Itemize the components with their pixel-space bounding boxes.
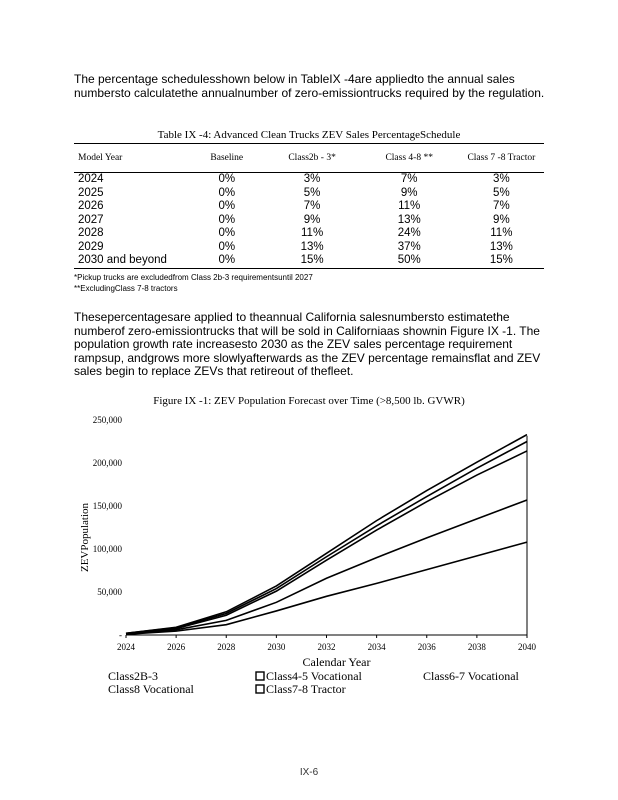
table-cell: 0% [218,186,236,199]
table-cell: 5% [303,186,321,199]
figure-caption: Figure IX -1: ZEV Population Forecast over Time (>8,500 lb. GVWR) [153,395,465,407]
table-cell: 50% [397,254,421,266]
x-tick-label: 2030 [267,642,286,652]
y-tick-label: - [119,630,122,640]
table-cell: 9% [400,186,418,199]
table-cell: 13% [397,213,421,226]
table-cell: 0% [218,213,236,226]
legend-label: Class4-5 Vocational [266,669,362,683]
table-note: **ExcludingClass 7-8 tractors [74,283,178,293]
table-row [74,227,544,241]
table-cell: 7% [493,200,510,212]
y-axis-label: ZEVPopulation [79,502,91,573]
table-cell: 0% [218,173,236,185]
table-cell: 15% [300,254,324,266]
table-cell: 7% [400,173,418,185]
body-paragraph: Thesepercentagesare applied to theannual California salesnumbersto estimatethe numberof zero-emissiontrucks that will be sold in Californiaas shownin Figure IX -1. The population growth rate increasesto 2030 as the ZEV sales percentage requirement rampsup, andgrows more slowlyafterwards as the ZEV percentage remainsflat and ZEV sales begin to replace ZEVs that retireout of thefleet. [74,310,541,378]
header-baseline: Baseline [210,153,244,163]
table-cell: 11% [490,227,513,239]
table-cell: 2030 and beyond [78,254,167,266]
x-tick-label: 2024 [117,642,135,652]
table-cell: 3% [303,173,321,185]
y-tick-label: 50,000 [97,587,122,597]
table-row [74,241,544,255]
legend-label: Class7-8 Tractor [266,682,346,696]
x-tick-label: 2036 [417,642,436,652]
table-row [74,173,544,187]
table-cell: 5% [493,186,510,199]
table-cell: 2026 [78,200,104,212]
table-notes [74,273,313,294]
table-row [74,214,544,228]
table-cell: 13% [300,240,324,253]
table-cell: 0% [218,240,236,253]
y-tick-label: 100,000 [92,544,122,554]
table-cell: 0% [218,254,236,266]
legend-label: Class8 Vocational [108,682,194,696]
x-tick-label: 2040 [518,642,536,652]
chart-series [126,435,527,635]
legend-marker [256,685,264,693]
series-line [126,442,527,634]
x-tick-label: 2032 [317,642,336,652]
series-line [126,435,527,634]
table-cell: 15% [489,254,513,266]
table-cell: 3% [493,173,510,185]
table-cell: 24% [397,227,421,239]
x-axis-label: Calendar Year [302,655,371,669]
zev-sales-table [74,143,544,269]
intro-paragraph: The percentage schedulesshown below in TableIX -4are appliedto the annual sales numbersto calculatethe annualnumber of zero-emissiontrucks required by the regulation. [74,72,545,100]
table-cell: 7% [303,200,321,212]
table-cell: 9% [303,213,321,226]
table-cell: 13% [489,240,513,253]
table-cell: 2028 [78,227,104,239]
table-cell: 11% [398,200,421,212]
chart-axes [126,436,527,638]
page-number: IX-6 [299,767,319,778]
series-line [126,451,527,634]
x-tick-label: 2028 [217,642,236,652]
table-cell: 2029 [78,240,104,253]
chart-legend [108,669,520,696]
x-tick-label: 2038 [467,642,486,652]
table-row [74,254,544,268]
header-class-4-8: Class 4-8 ** [385,153,433,163]
table-cell: 37% [397,240,421,253]
table-cell: 2025 [78,186,104,199]
table-cell: 0% [218,200,236,212]
table-note: *Pickup trucks are excludedfrom Class 2b-3 requirementsuntil 2027 [74,273,313,282]
table-row [74,200,544,214]
legend-label: Class6-7 Vocational [423,669,519,683]
table-row [74,187,544,201]
table-caption: Table IX -4: Advanced Clean Trucks ZEV Sales PercentageSchedule [157,129,461,141]
table-cell: 0% [218,227,236,239]
header-model-year: Model Year [78,153,123,163]
table-cell: 11% [301,227,324,239]
header-class-2b-3: Class2b - 3* [288,153,336,163]
y-tick-label: 150,000 [92,501,122,511]
header-class-7-8-tractor: Class 7 -8 Tractor [467,153,536,163]
table-cell: 2027 [78,213,104,226]
table-cell: 2024 [78,173,104,185]
table-cell: 9% [493,213,510,226]
y-tick-label: 250,000 [92,415,122,425]
x-tick-label: 2034 [367,642,386,652]
table-header-row [74,144,544,173]
legend-label: Class2B-3 [108,669,159,683]
x-tick-label: 2026 [167,642,186,652]
legend-marker [256,672,264,680]
y-tick-label: 200,000 [92,458,122,468]
series-line [126,500,527,634]
zev-population-chart [70,408,550,708]
